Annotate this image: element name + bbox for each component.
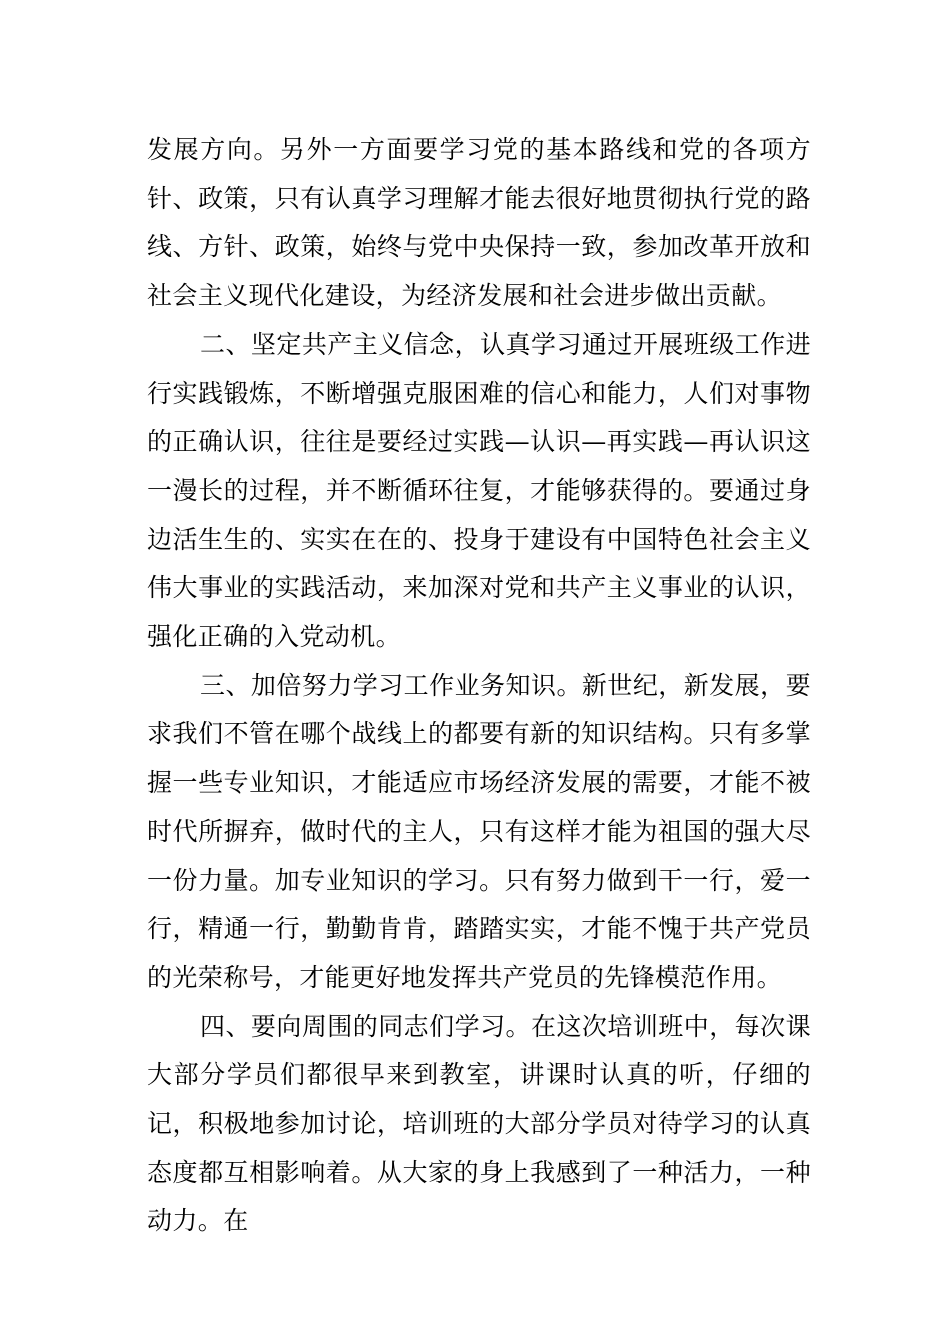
- paragraph-continuation: 发展方向。另外一方面要学习党的基本路线和党的各项方针、政策，只有认真学习理解才能去很好地贯彻执行党的路线、方针、政策，始终与党中央保持一致，参加改革开放和社会主义现代化建设，为经济发展和社会进步做出贡献。: [147, 135, 811, 311]
- paragraph-section-two: 二、坚定共产主义信念，认真学习通过开展班级工作进行实践锻炼，不断增强克服困难的信心和能力，人们对事物的正确认识，往往是要经过实践—认识—再实践—再认识这一漫长的过程，并不断循环往复，才能够获得的。要通过身边活生生的、实实在在的、投身于建设有中国特色社会主义伟大事业的实践活动，来加深对党和共产主义事业的认识，强化正确的入党动机。: [147, 329, 811, 652]
- document-body: [147, 126, 811, 1246]
- paragraph-section-four: 四、要向周围的同志们学习。在这次培训班中，每次课大部分学员们都很早来到教室，讲课时认真的听，仔细的记，积极地参加讨论，培训班的大部分学员对待学习的认真态度都互相影响着。从大家的身上我感到了一种活力，一种动力。在: [147, 1011, 811, 1236]
- paragraph-section-three: 三、加倍努力学习工作业务知识。新世纪，新发展，要求我们不管在哪个战线上的都要有新的知识结构。只有多掌握一些专业知识，才能适应市场经济发展的需要，才能不被时代所摒弃，做时代的主人，只有这样才能为祖国的强大尽一份力量。加专业知识的学习。只有努力做到干一行，爱一行，精通一行，勤勤肯肯，踏踏实实，才能不愧于共产党员的光荣称号，才能更好地发挥共产党员的先锋模范作用。: [147, 670, 811, 992]
